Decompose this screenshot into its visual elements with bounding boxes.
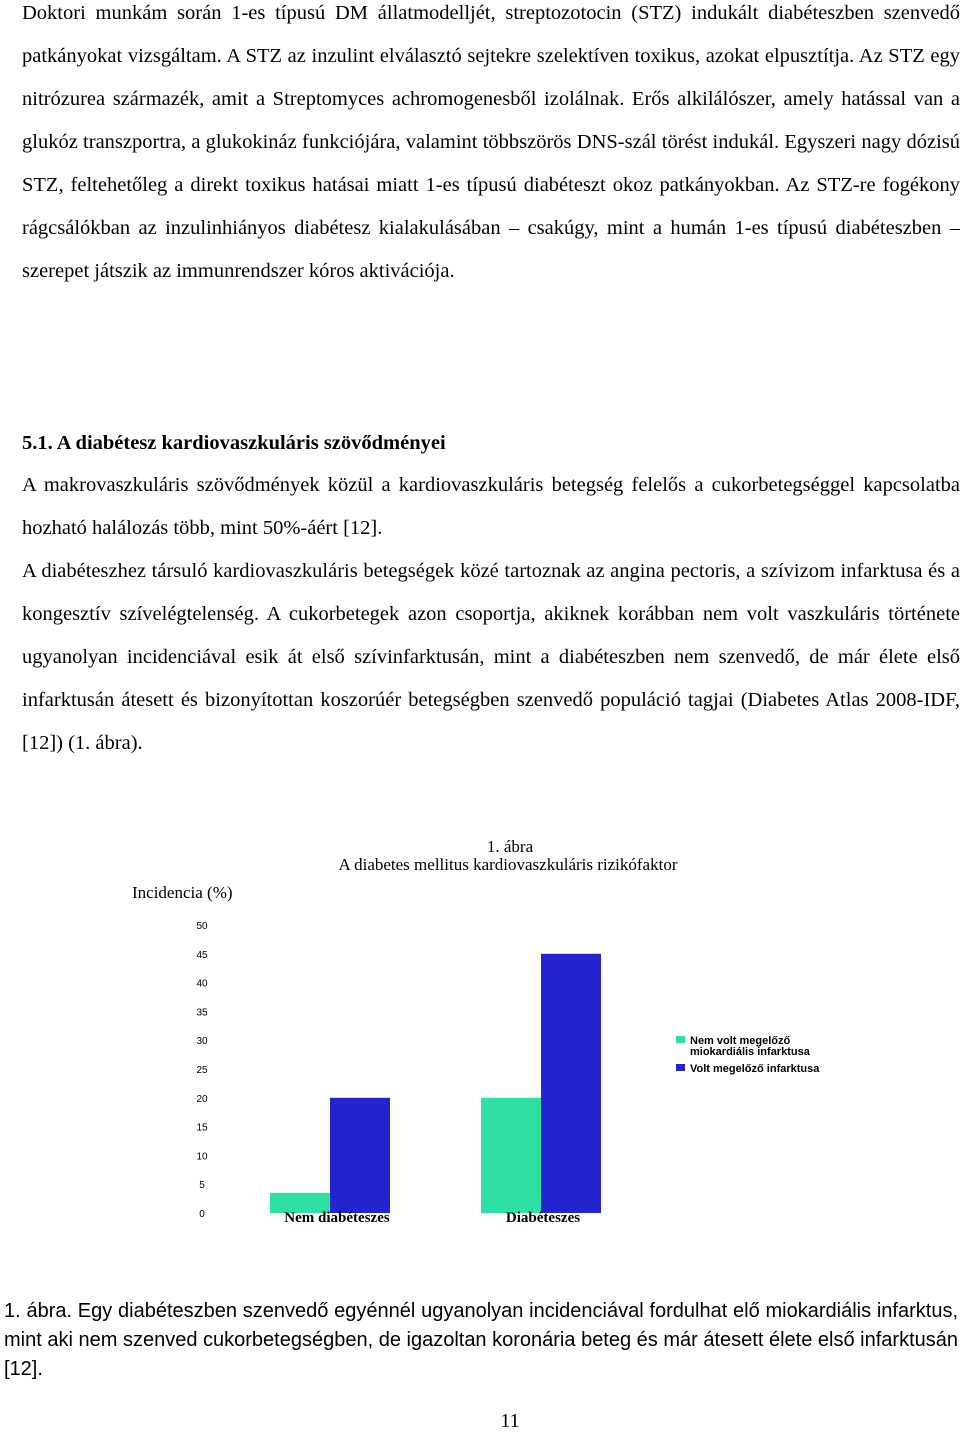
legend-label: Nem volt megelőző	[690, 1035, 791, 1047]
bar	[481, 1098, 541, 1213]
y-tick-label: 25	[196, 1065, 208, 1076]
y-tick-label: 5	[199, 1180, 205, 1192]
paragraph-cardiovascular: A diabéteszhez társuló kardiovaszkuláris betegségek közé tartoznak az angina pectoris, a szívizom infarktusa és a kongesztív szívelégtelenség. A cukorbetegek azon csoportja, akiknek korábban nem volt vaszkuláris története ugyanolyan incidenciával esik át első szívinfarktusán, mint a diabéteszben nem szenvedő, de már élete első infarktusán átesett és bizonyítottan koszorúér betegségben szenvedő populáció tagjai (Diabetes Atlas 2008-IDF, [12]) (1. ábra).	[22, 560, 960, 754]
legend-label: Volt megelőző infarktusa	[690, 1063, 820, 1075]
bar	[541, 954, 601, 1213]
section-heading: 5.1. A diabétesz kardiovaszkuláris szövődményei	[22, 432, 446, 454]
bar-chart	[120, 832, 900, 1232]
category-labels	[284, 1210, 580, 1226]
figure-caption: 1. ábra. Egy diabéteszben szenvedő egyénnél ugyanolyan incidenciával fordulhat elő miokardiális infarktus, mint aki nem szenved cukorbetegségben, de igazoltan koronária beteg és már átesett élete első infarktusán [12].	[4, 1300, 958, 1380]
legend-swatch	[676, 1036, 685, 1043]
y-tick-label: 15	[196, 1122, 208, 1134]
paragraph-macrovascular: A makrovaszkuláris szövődmények közül a kardiovaszkuláris betegség felelős a cukorbetegséggel kapcsolatba hozható halálozás több, mint 50%-áért [12].	[22, 474, 960, 539]
y-tick-label: 35	[196, 1007, 208, 1019]
y-tick-label: 30	[196, 1036, 208, 1048]
legend-label: miokardiális infarktusa	[690, 1046, 810, 1058]
chart-subtitle: A diabetes mellitus kardiovaszkuláris rizikófaktor	[338, 855, 678, 874]
y-tick-label: 40	[196, 978, 208, 990]
category-label: Nem diabéteszes	[284, 1210, 390, 1226]
y-tick-label: 0	[199, 1209, 205, 1220]
category-label: Diabéteszes	[505, 1210, 581, 1226]
chart-title: 1. ábra	[486, 837, 534, 856]
y-axis-ticks	[196, 921, 208, 1220]
paragraph-intro: Doktori munkám során 1-es típusú DM állatmodelljét, streptozotocin (STZ) indukált diabéteszben szenvedő patkányokat vizsgáltam. A STZ az inzulint elválasztó sejtekre szelektíven toxikus, azokat elpusztítja. Az STZ egy nitrózurea származék, amit a Streptomyces achromogenesből izolálnak. Erős alkilálószer, amely hatással van a glukóz transzportra, a glukokináz funkciójára, valamint többszörös DNS-szál törést indukál. Egyszeri nagy dózisú STZ, feltehetőleg a direkt toxikus hatásai miatt 1-es típusú diabéteszt okoz patkányokban. Az STZ-re fogékony rágcsálókban az inzulinhiányos diabétesz kialakulásában – csakúgy, mint a humán 1-es típusú diabéteszben – szerepet játszik az immunrendszer kóros aktivációja.	[22, 2, 960, 282]
y-tick-label: 20	[196, 1093, 208, 1105]
y-tick-label: 10	[196, 1151, 208, 1163]
page-number: 11	[500, 1410, 520, 1432]
bar-group	[270, 954, 601, 1213]
y-axis-label: Incidencia (%)	[132, 883, 233, 902]
legend	[676, 1035, 820, 1075]
legend-swatch	[676, 1064, 685, 1071]
bar	[330, 1098, 390, 1213]
figure-chart	[120, 832, 900, 1232]
y-tick-label: 45	[196, 949, 208, 961]
y-tick-label: 50	[196, 921, 208, 932]
